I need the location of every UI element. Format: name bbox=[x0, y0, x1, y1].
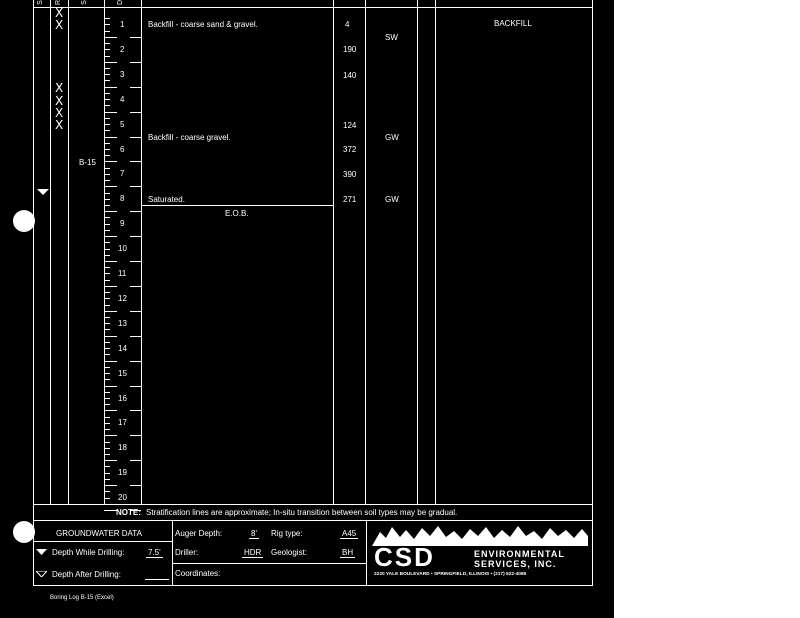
depth-label: 10 bbox=[118, 244, 127, 254]
depth-right-tick bbox=[130, 485, 141, 486]
depth-minor-tick bbox=[104, 43, 110, 44]
header-col-r: R bbox=[55, 0, 63, 6]
main-right-border bbox=[592, 0, 593, 586]
depth-minor-tick bbox=[104, 317, 110, 318]
depth-label: 16 bbox=[118, 393, 127, 403]
depth-while-drilling-value: 7.5' bbox=[148, 548, 161, 557]
depth-right-tick bbox=[130, 386, 141, 387]
depth-label: 12 bbox=[118, 293, 127, 303]
depth-minor-tick bbox=[104, 130, 110, 131]
depth-major-tick bbox=[104, 485, 117, 486]
footer-caption: Boring Log B-15 (Excel) bbox=[50, 595, 114, 601]
depth-right-tick bbox=[130, 336, 141, 337]
company-address: 2220 YALE BOULEVARD • SPRINGFIELD, ILLINOIS • (217) 522-4085 bbox=[374, 572, 527, 577]
footer-row-line bbox=[33, 541, 173, 542]
pid-reading: 4 bbox=[345, 20, 350, 29]
col-line-r bbox=[68, 0, 69, 504]
depth-minor-tick bbox=[104, 429, 110, 430]
pid-reading: 390 bbox=[343, 170, 357, 179]
col-line-s bbox=[50, 0, 51, 504]
depth-right-tick bbox=[130, 311, 141, 312]
depth-label: 13 bbox=[118, 318, 127, 328]
depth-minor-tick bbox=[104, 68, 110, 69]
footer-mid-line bbox=[172, 563, 366, 564]
pid-reading: 124 bbox=[343, 121, 357, 130]
depth-label: 14 bbox=[118, 343, 127, 353]
recovery-mark: X bbox=[55, 18, 64, 32]
depth-major-tick bbox=[104, 137, 117, 138]
depth-minor-tick bbox=[104, 93, 110, 94]
pid-reading: 140 bbox=[343, 71, 357, 80]
depth-major-tick bbox=[104, 336, 117, 337]
depth-major-tick bbox=[104, 386, 117, 387]
end-of-boring: E.O.B. bbox=[225, 209, 249, 218]
depth-minor-tick bbox=[104, 143, 110, 144]
auger-depth-label: Auger Depth: bbox=[175, 529, 223, 538]
depth-minor-tick bbox=[104, 105, 110, 106]
depth-minor-tick bbox=[104, 392, 110, 393]
layer-description: Backfill - coarse gravel. bbox=[148, 133, 231, 142]
recovery-mark: X bbox=[55, 118, 64, 132]
auger-depth-value: 8' bbox=[251, 529, 257, 538]
depth-minor-tick bbox=[104, 479, 110, 480]
uscs-class: GW bbox=[385, 195, 399, 204]
logo-line1: ENVIRONMENTAL bbox=[474, 549, 565, 559]
depth-right-tick bbox=[130, 161, 141, 162]
rig-type-label: Rig type: bbox=[271, 529, 303, 538]
depth-minor-tick bbox=[104, 280, 110, 281]
depth-label: 19 bbox=[118, 468, 127, 478]
layer-description: Saturated. bbox=[148, 195, 185, 204]
depth-minor-tick bbox=[104, 267, 110, 268]
depth-minor-tick bbox=[104, 18, 110, 19]
depth-label: 1 bbox=[120, 20, 125, 29]
depth-minor-tick bbox=[104, 168, 110, 169]
depth-minor-tick bbox=[104, 255, 110, 256]
driller-value: HDR bbox=[244, 548, 262, 557]
recovery-mark: X bbox=[55, 106, 64, 120]
depth-minor-tick bbox=[104, 193, 110, 194]
depth-minor-tick bbox=[104, 473, 110, 474]
binder-hole-top bbox=[13, 210, 35, 232]
depth-label: 11 bbox=[118, 269, 127, 278]
depth-minor-tick bbox=[104, 404, 110, 405]
depth-minor-tick bbox=[104, 217, 110, 218]
depth-minor-tick bbox=[104, 155, 110, 156]
footer-divider-2 bbox=[366, 520, 367, 586]
depth-after-drilling-label: Depth After Drilling: bbox=[52, 570, 121, 579]
depth-minor-tick bbox=[104, 99, 110, 100]
pid-reading: 190 bbox=[343, 45, 357, 54]
depth-label: 4 bbox=[120, 94, 125, 104]
depth-major-tick bbox=[104, 311, 117, 312]
depth-minor-tick bbox=[104, 224, 110, 225]
depth-major-tick bbox=[104, 361, 117, 362]
depth-minor-tick bbox=[104, 323, 110, 324]
driller-label: Driller: bbox=[175, 548, 199, 557]
depth-right-tick bbox=[130, 410, 141, 411]
depth-minor-tick bbox=[104, 74, 110, 75]
depth-right-tick bbox=[130, 236, 141, 237]
depth-minor-tick bbox=[104, 124, 110, 125]
depth-major-tick bbox=[104, 211, 117, 212]
logo-line2: SERVICES, INC. bbox=[474, 559, 557, 569]
geologist-label: Geologist: bbox=[271, 548, 308, 557]
uscs-class: GW bbox=[385, 133, 399, 142]
depth-minor-tick bbox=[104, 348, 110, 349]
col-line-depth bbox=[141, 0, 142, 504]
depth-minor-tick bbox=[104, 298, 110, 299]
depth-right-tick bbox=[130, 112, 141, 113]
depth-major-tick bbox=[104, 161, 117, 162]
groundwater-title: GROUNDWATER DATA bbox=[56, 529, 142, 538]
rig-type-value: A45 bbox=[342, 529, 357, 538]
depth-label: 2 bbox=[120, 44, 125, 54]
depth-minor-tick bbox=[104, 199, 110, 200]
depth-right-tick bbox=[130, 87, 141, 88]
note-text: Stratification lines are approximate; In-situ transition between soil types may be gradual. bbox=[146, 508, 458, 517]
depth-label: 18 bbox=[118, 443, 127, 453]
depth-minor-tick bbox=[104, 24, 110, 25]
depth-right-tick bbox=[130, 460, 141, 461]
depth-minor-tick bbox=[104, 466, 110, 467]
depth-label: 3 bbox=[120, 69, 125, 79]
depth-label: 8 bbox=[120, 194, 125, 204]
depth-right-tick bbox=[130, 361, 141, 362]
depth-label: 20 bbox=[118, 493, 127, 503]
pid-reading: 271 bbox=[343, 195, 357, 204]
note-label: NOTE: bbox=[116, 508, 141, 517]
depth-major-tick bbox=[104, 435, 117, 436]
company-logo bbox=[370, 522, 590, 584]
depth-minor-tick bbox=[104, 491, 110, 492]
depth-minor-tick bbox=[104, 498, 110, 499]
header-col-d: D bbox=[117, 0, 125, 6]
depth-minor-tick bbox=[104, 292, 110, 293]
water-level-icon bbox=[37, 189, 49, 196]
depth-minor-tick bbox=[104, 249, 110, 250]
depth-minor-tick bbox=[104, 373, 110, 374]
depth-minor-tick bbox=[104, 329, 110, 330]
depth-while-drilling-icon bbox=[36, 549, 47, 555]
depth-label: 17 bbox=[118, 418, 127, 428]
coordinates-label: Coordinates: bbox=[175, 569, 221, 578]
depth-minor-tick bbox=[104, 442, 110, 443]
recovery-mark: X bbox=[55, 6, 64, 20]
depth-minor-tick bbox=[104, 149, 110, 150]
depth-after-drilling-icon bbox=[36, 571, 47, 577]
geologist-value: BH bbox=[342, 548, 354, 557]
depth-minor-tick bbox=[104, 454, 110, 455]
header-col-s: S bbox=[36, 0, 44, 5]
depth-minor-tick bbox=[104, 242, 110, 243]
depth-right-tick bbox=[130, 37, 141, 38]
depth-label: 6 bbox=[120, 144, 125, 154]
note-bottom-line bbox=[33, 520, 593, 521]
sample-id: B-15 bbox=[79, 158, 96, 167]
depth-minor-tick bbox=[104, 423, 110, 424]
depth-right-tick bbox=[130, 137, 141, 138]
depth-minor-tick bbox=[104, 80, 110, 81]
depth-label: 15 bbox=[118, 368, 127, 378]
footer-bottom-line bbox=[33, 585, 593, 586]
depth-label: 9 bbox=[120, 219, 125, 229]
note-top-line bbox=[33, 504, 593, 505]
depth-right-tick bbox=[130, 435, 141, 436]
depth-major-tick bbox=[104, 236, 117, 237]
depth-minor-tick bbox=[104, 305, 110, 306]
depth-major-tick bbox=[104, 410, 117, 411]
end-of-boring-line bbox=[141, 205, 333, 206]
depth-right-tick bbox=[130, 286, 141, 287]
layer-description: Backfill - coarse sand & gravel. bbox=[148, 20, 258, 29]
depth-minor-tick bbox=[104, 180, 110, 181]
depth-minor-tick bbox=[104, 354, 110, 355]
footer-divider-1 bbox=[172, 520, 173, 586]
depth-major-tick bbox=[104, 62, 117, 63]
depth-minor-tick bbox=[104, 49, 110, 50]
depth-minor-tick bbox=[104, 230, 110, 231]
main-left-border bbox=[33, 0, 34, 586]
depth-minor-tick bbox=[104, 273, 110, 274]
depth-right-tick bbox=[130, 211, 141, 212]
depth-minor-tick bbox=[104, 205, 110, 206]
depth-minor-tick bbox=[104, 174, 110, 175]
logo-csd: CSD bbox=[374, 542, 435, 572]
depth-major-tick bbox=[104, 37, 117, 38]
col-line-pid bbox=[365, 0, 366, 504]
depth-major-tick bbox=[104, 87, 117, 88]
depth-minor-tick bbox=[104, 367, 110, 368]
depth-minor-tick bbox=[104, 31, 110, 32]
depth-minor-tick bbox=[104, 417, 110, 418]
header-separator bbox=[33, 7, 593, 8]
depth-right-tick bbox=[130, 261, 141, 262]
recovery-mark: X bbox=[55, 94, 64, 108]
depth-minor-tick bbox=[104, 118, 110, 119]
header-col-s2: S bbox=[80, 0, 88, 5]
depth-major-tick bbox=[104, 460, 117, 461]
depth-label: 7 bbox=[120, 169, 125, 179]
depth-major-tick bbox=[104, 186, 117, 187]
uscs-class: SW bbox=[385, 33, 398, 42]
depth-minor-tick bbox=[104, 398, 110, 399]
col-line-desc bbox=[333, 0, 334, 504]
depth-right-tick bbox=[130, 186, 141, 187]
binder-hole-bottom bbox=[13, 521, 35, 543]
depth-minor-tick bbox=[104, 448, 110, 449]
depth-minor-tick bbox=[104, 342, 110, 343]
col-line-well bbox=[435, 0, 436, 504]
depth-minor-tick bbox=[104, 56, 110, 57]
depth-major-tick bbox=[104, 261, 117, 262]
depth-minor-tick bbox=[104, 379, 110, 380]
depth-label: 5 bbox=[120, 119, 125, 129]
pid-reading: 372 bbox=[343, 145, 357, 154]
well-column-label: BACKFILL bbox=[494, 19, 532, 28]
col-line-uscs bbox=[417, 0, 418, 504]
depth-major-tick bbox=[104, 286, 117, 287]
depth-while-drilling-label: Depth While Drilling: bbox=[52, 548, 125, 557]
recovery-mark: X bbox=[55, 81, 64, 95]
depth-major-tick bbox=[104, 112, 117, 113]
depth-after-drilling-blank bbox=[145, 579, 169, 580]
depth-right-tick bbox=[130, 62, 141, 63]
